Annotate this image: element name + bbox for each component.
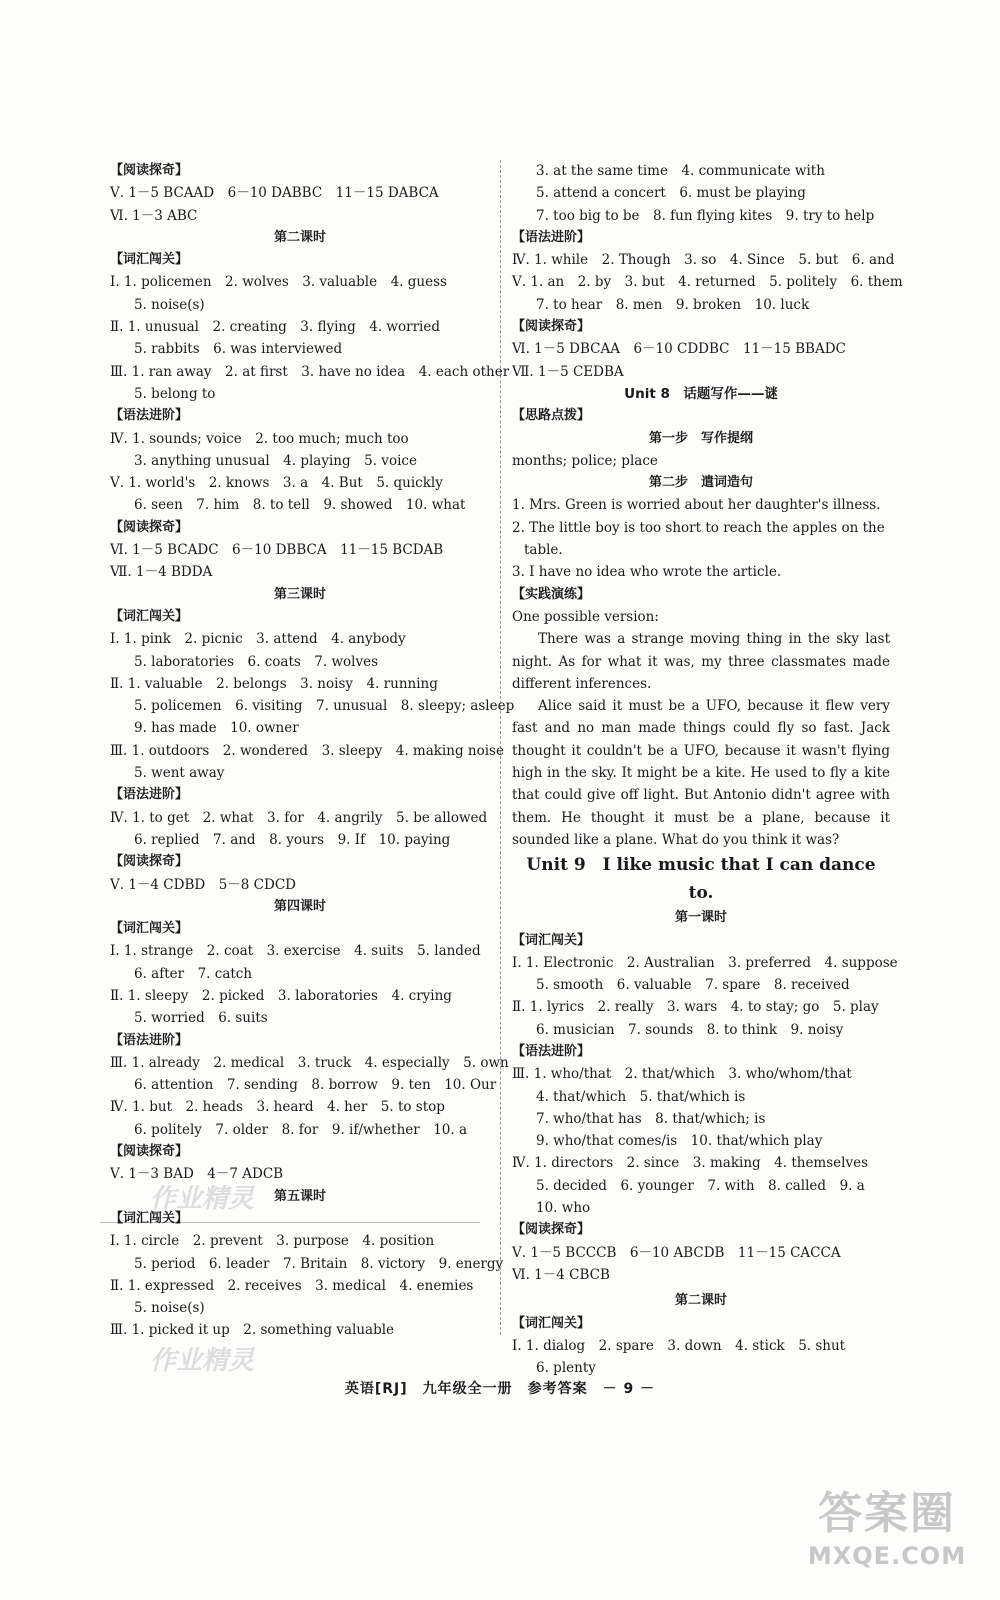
- answer-line: Ⅴ. 1. world's 2. knows 3. a 4. But 5. quickly: [110, 475, 443, 492]
- answer-line: Ⅴ. 1－5 BCAAD 6－10 DABBC 11－15 DABCA: [110, 185, 439, 202]
- sentence: 3. I have no idea who wrote the article.: [512, 564, 782, 581]
- answer-line: 4. that/which 5. that/which is: [536, 1088, 746, 1105]
- answer-line: Ⅰ. 1. dialog 2. spare 3. down 4. stick 5. shut: [512, 1337, 846, 1354]
- answer-line: Ⅵ. 1－5 DBCAA 6－10 CDDBC 11－15 BBADC: [512, 341, 846, 358]
- answer-line: Ⅱ. 1. expressed 2. receives 3. medical 4. enemies: [110, 1277, 474, 1294]
- answer-line: Ⅲ. 1. ran away 2. at first 3. have no idea 4. each other: [110, 363, 510, 380]
- answer-line: Ⅵ. 1－3 ABC: [110, 207, 198, 224]
- answer-line: Ⅵ. 1－4 CBCB: [512, 1266, 610, 1283]
- answer-line: Ⅳ. 1. directors 2. since 3. making 4. themselves: [512, 1155, 869, 1172]
- logo-url: MXQE.COM: [807, 1542, 967, 1570]
- version-label: One possible version:: [512, 608, 659, 625]
- answer-line: Ⅴ. 1－4 CDBD 5－8 CDCD: [110, 876, 296, 893]
- lesson-heading: 第一课时: [674, 910, 727, 926]
- section-heading: 【语法进阶】: [110, 1032, 189, 1048]
- answer-line: 5. laboratories 6. coats 7. wolves: [134, 653, 379, 670]
- answer-line: 9. has made 10. owner: [134, 720, 299, 737]
- answer-line: Ⅳ. 1. while 2. Though 3. so 4. Since 5. but 6. and: [512, 252, 895, 269]
- section-heading: 【语法进阶】: [110, 408, 189, 424]
- answer-line: Ⅰ. 1. policemen 2. wolves 3. valuable 4. guess: [110, 274, 447, 291]
- section-heading: 【实践演练】: [512, 586, 591, 602]
- answer-line: 5. rabbits 6. was interviewed: [134, 341, 343, 358]
- answer-line: 6. attention 7. sending 8. borrow 9. ten 10. Our: [134, 1077, 497, 1094]
- essay-paragraph: There was a strange moving thing in the sky last night. As for what it was, my three classmates made different inferences.: [512, 631, 890, 692]
- answer-line: Ⅳ. 1. to get 2. what 3. for 4. angrily 5. be allowed: [110, 809, 488, 826]
- answer-line: 5. period 6. leader 7. Britain 8. victory 9. energy: [134, 1255, 504, 1272]
- answer-line: Ⅰ. 1. Electronic 2. Australian 3. preferred 4. suppose: [512, 954, 898, 971]
- answer-line: 5. belong to: [134, 385, 216, 402]
- lesson-heading: 第五课时: [273, 1188, 326, 1204]
- lesson-heading: 第四课时: [273, 898, 326, 914]
- answer-line: 5. policemen 6. visiting 7. unusual 8. sleepy; asleep: [134, 698, 515, 715]
- answer-line: 3. anything unusual 4. playing 5. voice: [134, 452, 417, 469]
- section-heading: 【阅读探奇】: [110, 1144, 189, 1160]
- answer-line: 6. plenty: [536, 1360, 596, 1377]
- answer-line: Ⅰ. 1. strange 2. coat 3. exercise 4. suits 5. landed: [110, 943, 481, 960]
- answer-line: Ⅴ. 1－5 BCCCB 6－10 ABCDB 11－15 CACCA: [512, 1244, 841, 1261]
- answer-line: months; police; place: [512, 452, 658, 469]
- logo-text: 答案圈: [818, 1488, 956, 1539]
- answer-line: 6. musician 7. sounds 8. to think 9. noisy: [536, 1021, 844, 1038]
- answer-line: 5. attend a concert 6. must be playing: [536, 185, 806, 202]
- section-heading: 【词汇闯关】: [110, 608, 189, 624]
- section-heading: 【词汇闯关】: [512, 932, 591, 948]
- answer-line: 7. to hear 8. men 9. broken 10. luck: [536, 296, 810, 313]
- section-heading: 【词汇闯关】: [110, 921, 189, 937]
- answer-line: Ⅰ. 1. circle 2. prevent 3. purpose 4. position: [110, 1233, 435, 1250]
- left-column: [110, 160, 515, 1342]
- answer-line: 5. went away: [134, 765, 225, 782]
- answer-line: Ⅶ. 1－4 BDDA: [110, 564, 213, 581]
- page-footer: 英语[RJ] 九年级全一册 参考答案 － 9 －: [344, 1381, 656, 1397]
- essay-paragraph: Alice said it must be a UFO, because it flew very fast and no man made things could fly so fast. Jack thought it couldn't be a UFO, because it wasn't flying high in the sky. It might be a kite. He used to fly a kite that could give off light. But Antonio didn't agree with them. He thought it must be a plane, because it sounded like a plane. What do you think it was?: [512, 698, 890, 848]
- answer-line: Ⅱ. 1. sleepy 2. picked 3. laboratories 4. crying: [110, 987, 452, 1004]
- answer-line: 7. who/that has 8. that/which; is: [536, 1110, 766, 1127]
- answer-line: Ⅱ. 1. unusual 2. creating 3. flying 4. worried: [110, 319, 440, 336]
- section-heading: 【词汇闯关】: [110, 252, 189, 268]
- answer-line: 6. seen 7. him 8. to tell 9. showed 10. what: [134, 497, 466, 514]
- section-heading: 【阅读探奇】: [512, 1222, 591, 1238]
- answer-line: 6. after 7. catch: [134, 965, 253, 982]
- answer-line: 5. noise(s): [134, 296, 205, 313]
- answer-line: Ⅲ. 1. already 2. medical 3. truck 4. especially 5. own: [110, 1054, 509, 1071]
- section-heading: 【词汇闯关】: [512, 1315, 591, 1331]
- answer-line: 5. smooth 6. valuable 7. spare 8. received: [536, 977, 850, 994]
- section-heading: 【思路点拨】: [512, 408, 591, 424]
- section-heading: 【阅读探奇】: [110, 163, 189, 178]
- answer-line: Ⅴ. 1. an 2. by 3. but 4. returned 5. politely 6. them: [512, 274, 903, 291]
- section-heading: 【阅读探奇】: [110, 519, 189, 535]
- answer-line: Ⅲ. 1. picked it up 2. something valuable: [110, 1322, 395, 1339]
- section-heading: 【语法进阶】: [512, 229, 591, 245]
- answer-line: Ⅲ. 1. who/that 2. that/which 3. who/whom/that: [512, 1066, 852, 1083]
- sentence: 1. Mrs. Green is worried about her daughter's illness.: [512, 497, 881, 514]
- watermark: 作业精灵: [150, 1346, 255, 1376]
- answer-line: Ⅴ. 1－3 BAD 4－7 ADCB: [110, 1166, 284, 1183]
- answer-line: Ⅳ. 1. but 2. heads 3. heard 4. her 5. to stop: [110, 1099, 445, 1116]
- answer-line: 3. at the same time 4. communicate with: [536, 163, 825, 179]
- section-heading: 【阅读探奇】: [512, 319, 591, 335]
- step-heading: 第一步 写作提纲: [648, 430, 753, 446]
- answer-line: 5. worried 6. suits: [134, 1010, 268, 1027]
- lesson-heading: 第二课时: [674, 1293, 727, 1309]
- answer-line: 10. who: [536, 1200, 591, 1217]
- answer-line: Ⅱ. 1. lyrics 2. really 3. wars 4. to stay; go 5. play: [512, 999, 879, 1016]
- answer-line: Ⅳ. 1. sounds; voice 2. too much; much too: [110, 430, 409, 447]
- right-column: [512, 160, 903, 1379]
- sentence: 2. The little boy is too short to reach the apples on the table.: [512, 519, 885, 559]
- unit-title: Unit 9 I like music that I can dance to.: [526, 855, 876, 904]
- answer-line: Ⅰ. 1. pink 2. picnic 3. attend 4. anybody: [110, 631, 406, 648]
- answer-line: 6. politely 7. older 8. for 9. if/whether 10. a: [134, 1121, 468, 1138]
- section-heading: 【语法进阶】: [110, 787, 189, 803]
- step-heading: 第二步 遣词造句: [648, 475, 753, 491]
- answer-line: 7. too big to be 8. fun flying kites 9. try to help: [536, 207, 875, 224]
- answer-line: 5. decided 6. younger 7. with 8. called 9. a: [536, 1177, 865, 1194]
- answer-line: Ⅶ. 1－5 CEDBA: [512, 363, 624, 380]
- site-logo: [792, 1486, 982, 1586]
- answer-line: 5. noise(s): [134, 1300, 205, 1317]
- section-heading: 【语法进阶】: [512, 1043, 591, 1059]
- watermark: 作业精灵: [150, 1184, 255, 1214]
- answer-line: 6. replied 7. and 8. yours 9. If 10. paying: [134, 831, 451, 848]
- answer-line: Ⅲ. 1. outdoors 2. wondered 3. sleepy 4. making noise: [110, 742, 504, 759]
- answer-line: Ⅱ. 1. valuable 2. belongs 3. noisy 4. running: [110, 675, 438, 692]
- answer-line: Ⅵ. 1－5 BCADC 6－10 DBBCA 11－15 BCDAB: [110, 542, 444, 559]
- answer-line: 9. who/that comes/is 10. that/which play: [536, 1133, 823, 1150]
- lesson-heading: 第二课时: [273, 229, 326, 245]
- section-heading: 【词汇闯关】: [110, 1210, 189, 1226]
- unit-heading: Unit 8 话题写作——谜: [624, 385, 778, 402]
- lesson-heading: 第三课时: [273, 586, 326, 602]
- section-heading: 【阅读探奇】: [110, 854, 189, 870]
